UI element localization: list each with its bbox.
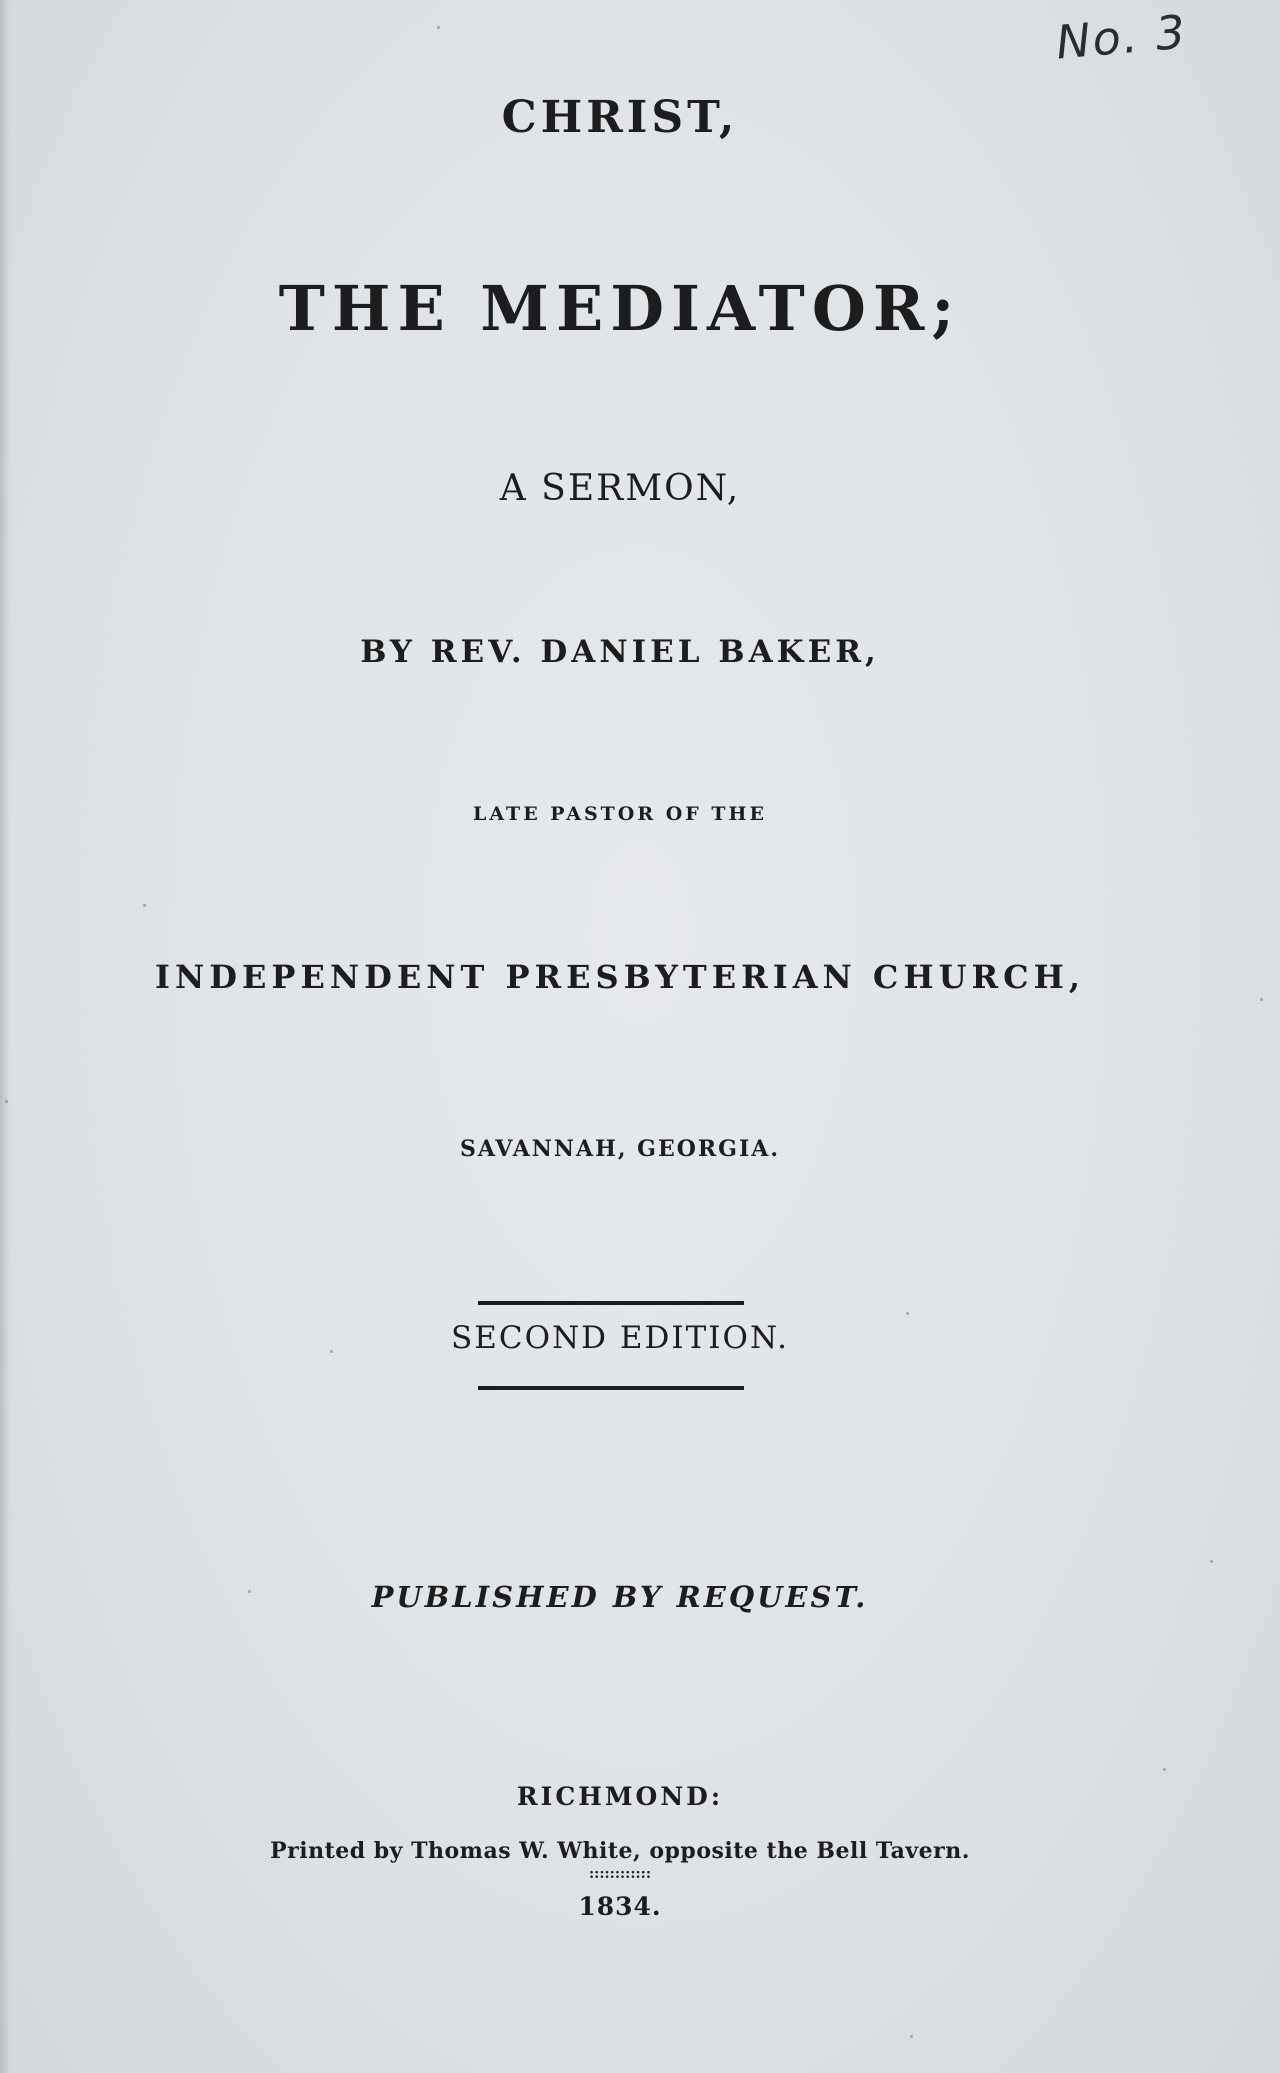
edition-rule-top bbox=[478, 1301, 744, 1305]
paper-speck bbox=[437, 26, 440, 29]
title-line-2: THE MEDIATOR; bbox=[278, 272, 962, 345]
edition-label: SECOND EDITION. bbox=[451, 1320, 789, 1356]
church-name: INDEPENDENT PRESBYTERIAN CHURCH, bbox=[155, 958, 1085, 996]
subtitle: A SERMON, bbox=[499, 468, 741, 509]
edition-rule-bottom bbox=[478, 1386, 744, 1390]
church-location: SAVANNAH, GEORGIA. bbox=[460, 1136, 780, 1162]
handwritten-catalog-number: No. 3 bbox=[1053, 4, 1190, 70]
imprint-year: 1834. bbox=[578, 1892, 662, 1921]
author-position: LATE PASTOR OF THE bbox=[473, 803, 767, 825]
paper-speck bbox=[910, 2035, 913, 2038]
imprint-printer: Printed by Thomas W. White, opposite the Bell Tavern. bbox=[270, 1838, 970, 1864]
paper-speck bbox=[5, 1100, 8, 1103]
title-line-1: CHRIST, bbox=[501, 92, 739, 143]
publication-note: PUBLISHED BY REQUEST. bbox=[371, 1580, 869, 1614]
author-line: BY REV. DANIEL BAKER, bbox=[360, 634, 880, 670]
paper-speck bbox=[1260, 998, 1263, 1001]
imprint-ornament: :::::::::::: bbox=[588, 1866, 651, 1882]
paper-speck bbox=[906, 1312, 909, 1315]
paper-speck bbox=[1210, 1560, 1213, 1563]
paper-speck bbox=[1163, 1768, 1166, 1771]
imprint-city: RICHMOND: bbox=[516, 1782, 724, 1811]
paper-speck bbox=[143, 904, 146, 907]
